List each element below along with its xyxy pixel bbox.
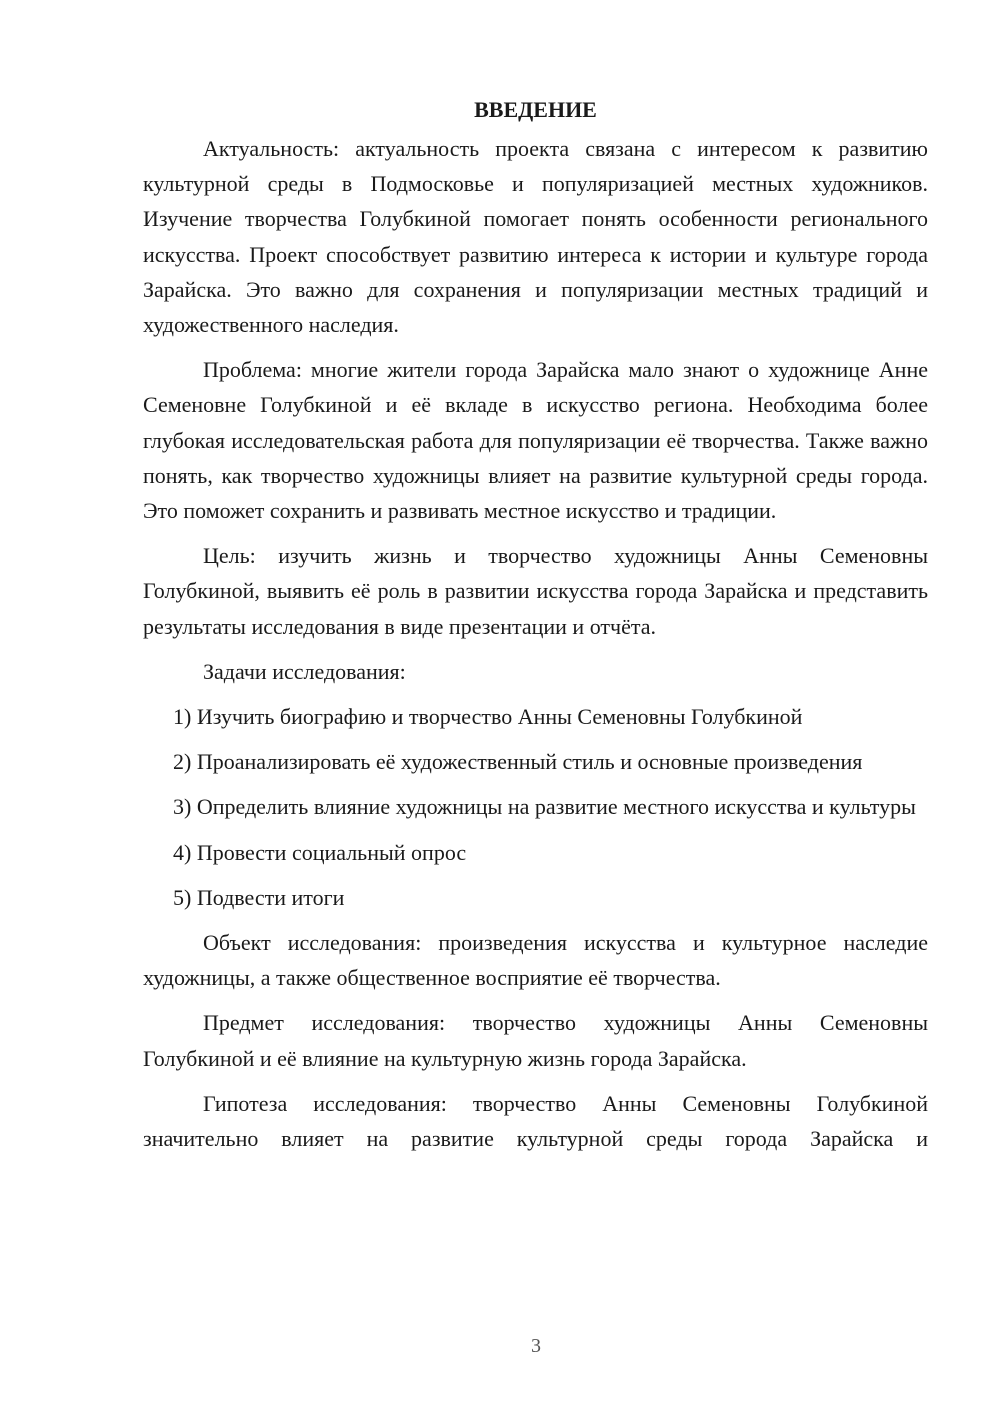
task-item-3: 3) Определить влияние художницы на развитие местного искусства и культуры [173, 794, 916, 820]
paragraph-object: Объект исследования: произведения искусства и культурное наследие художницы, а также общественное восприятие её творчества. [143, 930, 928, 991]
paragraph-subject: Предмет исследования: творчество художницы Анны Семеновны Голубкиной и её влияние на культурную жизнь города Зарайска. [143, 1010, 928, 1071]
task-item-4: 4) Провести социальный опрос [173, 839, 467, 865]
task-item-5: 5) Подвести итоги [173, 884, 345, 910]
paragraph-goal: Цель: изучить жизнь и творчество художницы Анны Семеновны Голубкиной, выявить её роль в развитии искусства города Зарайска и представить результаты исследования в виде презентации и отчёта. [143, 543, 928, 639]
document-page [143, 92, 928, 1166]
paragraph-hypothesis: Гипотеза исследования: творчество Анны Семеновны Голубкиной значительно влияет на развитие культурной среды города Зарайска и [143, 1090, 928, 1152]
tasks-list [143, 699, 928, 915]
task-item-2: 2) Проанализировать её художественный стиль и основные произведения [173, 749, 863, 775]
paragraph-problem: Проблема: многие жители города Зарайска мало знают о художнице Анне Семеновне Голубкиной и её вкладе в искусство региона. Необходима более глубокая исследовательская работа для популяризации её творчества. Также важно понять, как творчество художницы влияет на развитие культурной среды города. Это поможет сохранить и развивать местное искусство и традиции. [143, 357, 928, 524]
page-title: ВВЕДЕНИЕ [474, 97, 597, 122]
tasks-heading: Задачи исследования: [203, 658, 406, 684]
page-number: 3 [531, 1335, 541, 1357]
task-item-1: 1) Изучить биографию и творчество Анны Семеновны Голубкиной [173, 704, 803, 730]
paragraph-relevance: Актуальность: актуальность проекта связана с интересом к развитию культурной среды в Подмосковье и популяризацией местных художников. Изучение творчества Голубкиной помогает понять особенности регионального искусства. Проект способствует развитию интереса к истории и культуре города Зарайска. Это важно для сохранения и популяризации местных традиций и художественного наследия. [143, 136, 928, 338]
